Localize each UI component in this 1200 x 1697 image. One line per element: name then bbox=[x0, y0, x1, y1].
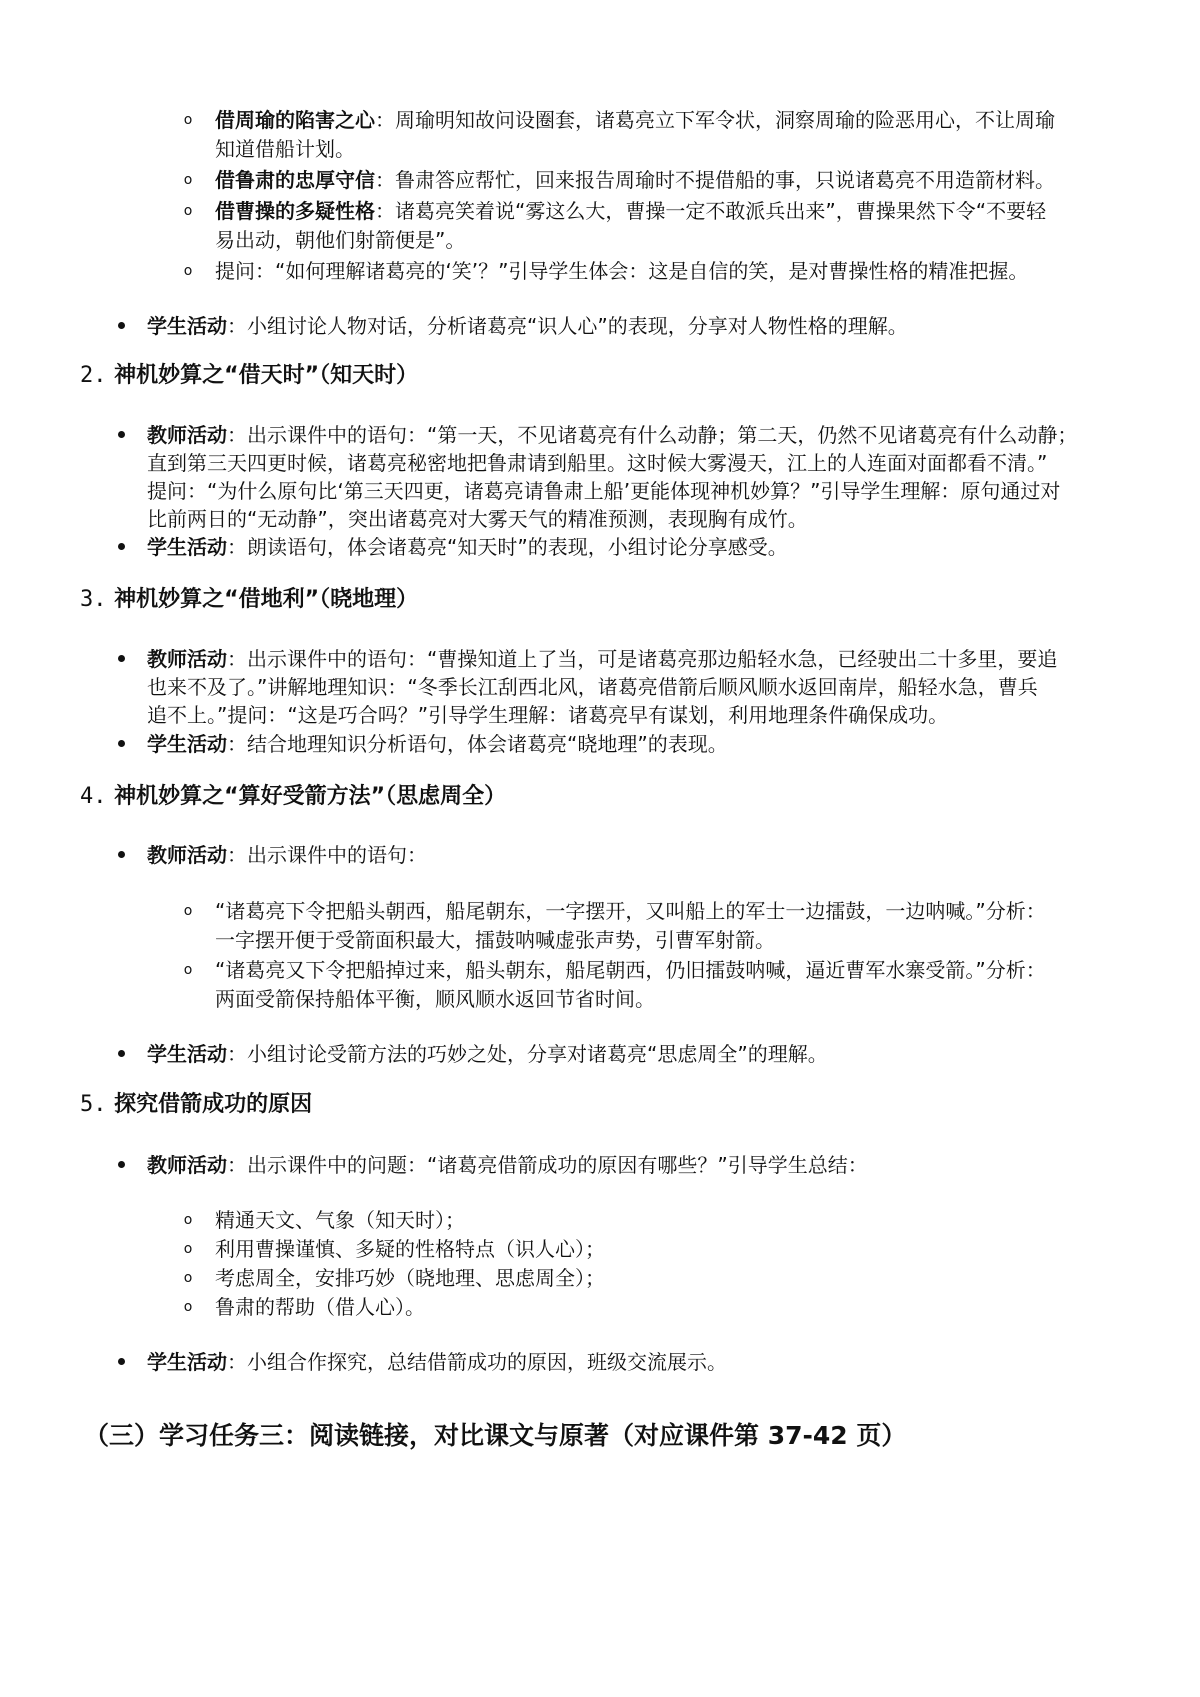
reason-item: 考虑周全，安排巧妙（晓地理、思虑周全）； bbox=[215, 1266, 605, 1290]
activity-text-cont: 也来不及了。”讲解地理知识：“冬季长江刮西北风，诸葛亮借箭后顺风顺水返回南岸，船轻水急，曹兵 bbox=[147, 675, 1038, 699]
sub-bullet: o bbox=[183, 263, 193, 279]
teacher-activity bbox=[147, 840, 427, 870]
student-activity bbox=[147, 311, 908, 341]
section-heading bbox=[80, 360, 418, 392]
activity-text: ：出示课件中的语句：“曹操知道上了当，可是诸葛亮那边船轻水急，已经驶出二十多里，要追 bbox=[227, 647, 1058, 671]
sub-item-label: 借周瑜的陷害之心 bbox=[215, 108, 375, 132]
activity-label: 教师活动 bbox=[147, 647, 227, 671]
section-title: 探究借箭成功的原因 bbox=[114, 1092, 313, 1117]
sub-item-label: 借鲁肃的忠厚守信 bbox=[215, 168, 375, 192]
sub-bullet: o bbox=[183, 112, 193, 128]
bullet bbox=[118, 1358, 125, 1365]
bullet bbox=[118, 851, 125, 858]
activity-text: ：出示课件中的语句： bbox=[227, 843, 427, 867]
bullet bbox=[118, 740, 125, 747]
sub-bullet: o bbox=[183, 903, 193, 919]
sub-item-quote: “诸葛亮又下令把船掉过来，船头朝东，船尾朝西，仍旧擂鼓呐喊，逼近曹军水寨受箭。”分析： bbox=[215, 958, 1046, 982]
section-title: 神机妙算之“借天时”（知天时） bbox=[114, 363, 419, 388]
section-title: 神机妙算之“借地利”（晓地理） bbox=[114, 587, 419, 612]
bullet bbox=[118, 322, 125, 329]
sub-bullet: o bbox=[183, 172, 193, 188]
sub-item-text-cont: 两面受箭保持船体平衡，顺风顺水返回节省时间。 bbox=[215, 987, 655, 1011]
bullet bbox=[118, 1050, 125, 1057]
sub-item-text: ：周瑜明知故问设圈套，诸葛亮立下军令状，洞察周瑜的险恶用心，不让周瑜 bbox=[375, 108, 1055, 132]
activity-label: 教师活动 bbox=[147, 1153, 227, 1177]
sub-item-text-cont: 知道借船计划。 bbox=[215, 137, 355, 161]
activity-text-cont: 比前两日的“无动静”，突出诸葛亮对大雾天气的精准预测，表现胸有成竹。 bbox=[147, 507, 808, 531]
student-activity bbox=[147, 1039, 828, 1069]
section-heading bbox=[80, 781, 506, 813]
reason-item: 利用曹操谨慎、多疑的性格特点（识人心）； bbox=[215, 1237, 605, 1261]
sub-bullet: o bbox=[183, 1270, 193, 1286]
sub-bullet: o bbox=[183, 1299, 193, 1315]
sub-item-lusu bbox=[215, 165, 1055, 195]
teacher-activity bbox=[147, 644, 1057, 674]
section-number: 2. bbox=[80, 363, 107, 388]
activity-label: 教师活动 bbox=[147, 843, 227, 867]
sub-item-question: 提问：“如何理解诸葛亮的‘笑’？”引导学生体会：这是自信的笑，是对曹操性格的精准把握。 bbox=[215, 259, 1029, 283]
section-number: 4. bbox=[80, 784, 107, 809]
activity-text: ：结合地理知识分析语句，体会诸葛亮“晓地理”的表现。 bbox=[227, 732, 728, 756]
activity-label: 学生活动 bbox=[147, 314, 227, 338]
activity-label: 教师活动 bbox=[147, 423, 227, 447]
sub-bullet: o bbox=[183, 203, 193, 219]
student-activity bbox=[147, 532, 788, 562]
activity-text-cont: 直到第三天四更时候，诸葛亮秘密地把鲁肃请到船里。这时候大雾漫天，江上的人连面对面都看不清。” bbox=[147, 451, 1048, 475]
sub-item-caocao bbox=[215, 196, 1046, 226]
bullet bbox=[118, 543, 125, 550]
activity-text: ：朗读语句，体会诸葛亮“知天时”的表现，小组讨论分享感受。 bbox=[227, 535, 788, 559]
section-heading bbox=[80, 584, 418, 616]
activity-text: ：出示课件中的语句：“第一天，不见诸葛亮有什么动静；第二天，仍然不见诸葛亮有什么动静； bbox=[227, 423, 1078, 447]
activity-label: 学生活动 bbox=[147, 535, 227, 559]
task-heading: （三）学习任务三：阅读链接，对比课文与原著（对应课件第 37-42 页） bbox=[84, 1421, 907, 1450]
activity-text: ：出示课件中的问题：“诸葛亮借箭成功的原因有哪些？”引导学生总结： bbox=[227, 1153, 868, 1177]
sub-bullet: o bbox=[183, 1241, 193, 1257]
sub-bullet: o bbox=[183, 962, 193, 978]
teacher-activity bbox=[147, 420, 1077, 450]
sub-item-text-cont: 一字摆开便于受箭面积最大，擂鼓呐喊虚张声势，引曹军射箭。 bbox=[215, 928, 775, 952]
activity-text: ：小组讨论人物对话，分析诸葛亮“识人心”的表现，分享对人物性格的理解。 bbox=[227, 314, 908, 338]
section-title: 神机妙算之“算好受箭方法”（思虑周全） bbox=[114, 784, 507, 809]
reason-item: 精通天文、气象（知天时）； bbox=[215, 1208, 465, 1232]
activity-text-cont: 追不上。”提问：“这是巧合吗？”引导学生理解：诸葛亮早有谋划，利用地理条件确保成功。 bbox=[147, 703, 949, 727]
activity-label: 学生活动 bbox=[147, 1042, 227, 1066]
student-activity bbox=[147, 729, 728, 759]
sub-item-text-cont: 易出动，朝他们射箭便是”。 bbox=[215, 228, 466, 252]
sub-item-label: 借曹操的多疑性格 bbox=[215, 199, 375, 223]
sub-item-text: ：鲁肃答应帮忙，回来报告周瑜时不提借船的事，只说诸葛亮不用造箭材料。 bbox=[375, 168, 1055, 192]
sub-bullet: o bbox=[183, 1212, 193, 1228]
teacher-activity bbox=[147, 1150, 868, 1180]
section-number: 5. bbox=[80, 1092, 107, 1117]
activity-label: 学生活动 bbox=[147, 732, 227, 756]
bullet bbox=[118, 431, 125, 438]
section-heading bbox=[80, 1089, 312, 1121]
sub-item-text: ：诸葛亮笑着说“雾这么大，曹操一定不敢派兵出来”，曹操果然下令“不要轻 bbox=[375, 199, 1047, 223]
activity-label: 学生活动 bbox=[147, 1350, 227, 1374]
activity-text: ：小组讨论受箭方法的巧妙之处，分享对诸葛亮“思虑周全”的理解。 bbox=[227, 1042, 828, 1066]
activity-text-cont: 提问：“为什么原句比‘第三天四更，诸葛亮请鲁肃上船’更能体现神机妙算？”引导学生理解：原句通过对 bbox=[147, 479, 1061, 503]
student-activity bbox=[147, 1347, 727, 1377]
sub-item-zhouyu bbox=[215, 105, 1055, 135]
bullet bbox=[118, 655, 125, 662]
bullet bbox=[118, 1161, 125, 1168]
reason-item: 鲁肃的帮助（借人心）。 bbox=[215, 1295, 425, 1319]
activity-text: ：小组合作探究，总结借箭成功的原因，班级交流展示。 bbox=[227, 1350, 727, 1374]
sub-item-quote: “诸葛亮下令把船头朝西，船尾朝东，一字摆开，又叫船上的军士一边擂鼓，一边呐喊。”分析： bbox=[215, 899, 1046, 923]
section-number: 3. bbox=[80, 587, 107, 612]
